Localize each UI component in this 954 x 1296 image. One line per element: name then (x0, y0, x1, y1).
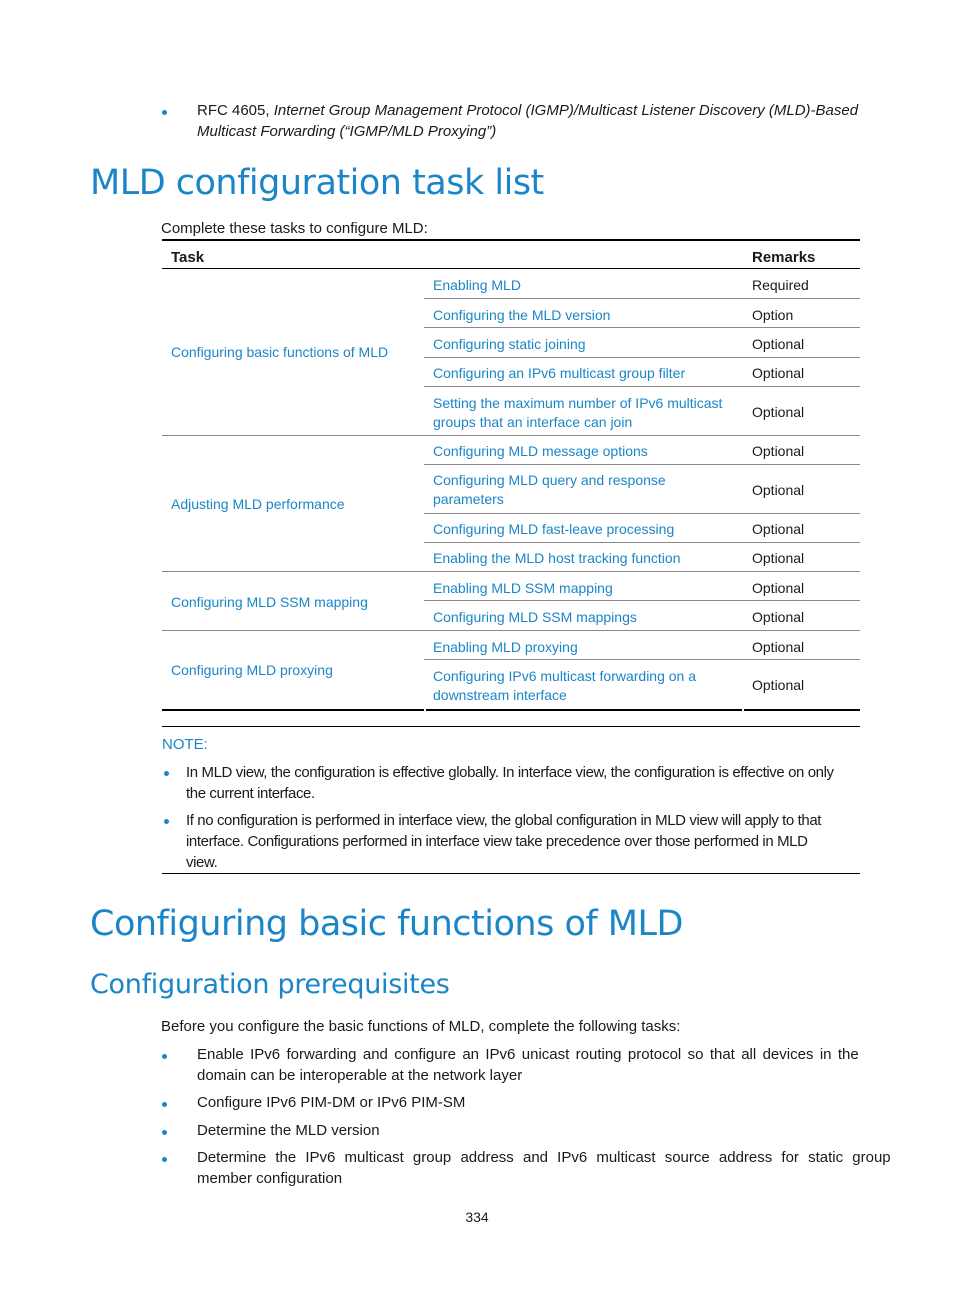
rfc-title-line1: Internet Group Management Protocol (IGMP)/Multicast Listener Discovery (MLD)-Based (273, 102, 859, 119)
task-remark: Optional (752, 336, 805, 352)
task-group-adjusting-performance[interactable]: Adjusting MLD performance (171, 496, 345, 512)
task-remark: Optional (752, 521, 805, 537)
group-rule (162, 630, 860, 631)
table-header-rule (162, 268, 860, 269)
bullet-dot (164, 771, 169, 776)
table-bottom-rule (744, 709, 860, 711)
table-top-rule (162, 239, 860, 241)
task-remark: Optional (752, 482, 805, 498)
task-link[interactable]: Configuring MLD message options (433, 443, 648, 459)
rfc-reference (197, 100, 867, 142)
note-item (186, 810, 866, 873)
row-rule (424, 542, 860, 543)
prerequisite-line: domain can be interoperable at the network layer (197, 1067, 523, 1084)
table-bottom-rule (426, 709, 742, 711)
task-link-line: parameters (433, 491, 504, 507)
bullet-dot (164, 819, 169, 824)
note-label: NOTE: (162, 736, 208, 753)
page-number: 334 (465, 1209, 489, 1225)
prerequisites-intro: Before you configure the basic functions of MLD, complete the following tasks: (161, 1018, 681, 1035)
task-link[interactable] (433, 394, 722, 432)
task-remark: Required (752, 277, 809, 293)
note-item-line: the current interface. (186, 785, 315, 802)
prerequisite-item: Configure IPv6 PIM-DM or IPv6 PIM-SM (197, 1094, 466, 1111)
task-link-line: Setting the maximum number of IPv6 multicast (433, 395, 723, 411)
task-link-line: downstream interface (433, 687, 567, 703)
bullet-dot (162, 110, 167, 115)
note-bottom-rule (162, 873, 860, 874)
task-list-intro: Complete these tasks to configure MLD: (161, 220, 428, 237)
task-group-proxying[interactable]: Configuring MLD proxying (171, 662, 333, 678)
task-remark: Optional (752, 550, 805, 566)
bullet-dot (162, 1157, 167, 1162)
prerequisite-item (197, 1044, 867, 1086)
row-rule (424, 327, 860, 328)
row-rule (424, 659, 860, 660)
row-rule (424, 298, 860, 299)
task-link[interactable]: Configuring MLD fast-leave processing (433, 521, 675, 537)
task-remark: Optional (752, 677, 805, 693)
note-item-line: In MLD view, the configuration is effective globally. In interface view, the configuration is effective on only (186, 764, 834, 781)
task-remark: Optional (752, 365, 805, 381)
task-link-line: Configuring IPv6 multicast forwarding on a (433, 668, 697, 684)
subsection-heading-prerequisites: Configuration prerequisites (90, 969, 450, 1000)
prerequisite-line: Determine the IPv6 multicast group address and IPv6 multicast source address for static group (197, 1149, 891, 1166)
task-group-basic-functions[interactable]: Configuring basic functions of MLD (171, 344, 389, 360)
rfc-title-line2: Multicast Forwarding (“IGMP/MLD Proxying”) (197, 123, 497, 140)
task-link[interactable]: Enabling the MLD host tracking function (433, 550, 681, 566)
note-item-line: interface. Configurations performed in interface view take precedence over those performed in MLD (186, 833, 808, 850)
rfc-prefix: RFC 4605, (197, 102, 274, 119)
note-item-line: If no configuration is performed in interface view, the global configuration in MLD view will apply to that (186, 812, 822, 829)
task-link[interactable]: Configuring the MLD version (433, 307, 611, 323)
task-link[interactable]: Configuring static joining (433, 336, 586, 352)
note-item-line: view. (186, 854, 218, 871)
bullet-dot (162, 1102, 167, 1107)
prerequisite-item (197, 1147, 891, 1189)
bullet-dot (162, 1130, 167, 1135)
task-link[interactable]: Enabling MLD (433, 277, 521, 293)
note-top-rule (162, 726, 860, 727)
group-rule (162, 435, 860, 436)
bullet-dot (162, 1054, 167, 1059)
task-remark: Optional (752, 580, 805, 596)
group-rule (162, 571, 860, 572)
task-remark: Optional (752, 443, 805, 459)
table-header-task: Task (171, 249, 205, 266)
note-item (186, 762, 866, 804)
prerequisite-line: Enable IPv6 forwarding and configure an IPv6 unicast routing protocol so that all devices in the (197, 1046, 859, 1063)
task-link[interactable] (433, 471, 666, 509)
task-link-line: groups that an interface can join (433, 414, 633, 430)
prerequisite-item: Determine the MLD version (197, 1122, 380, 1139)
task-remark: Optional (752, 404, 805, 420)
task-link-line: Configuring MLD query and response (433, 472, 666, 488)
task-group-ssm-mapping[interactable]: Configuring MLD SSM mapping (171, 594, 368, 610)
row-rule (424, 600, 860, 601)
row-rule (424, 357, 860, 358)
row-rule (424, 513, 860, 514)
table-bottom-rule (162, 709, 424, 711)
table-header-remarks: Remarks (752, 249, 816, 266)
task-link[interactable]: Enabling MLD SSM mapping (433, 580, 613, 596)
row-rule (424, 386, 860, 387)
task-remark: Optional (752, 609, 805, 625)
task-link[interactable] (433, 667, 696, 705)
task-remark: Option (752, 307, 794, 323)
task-remark: Optional (752, 639, 805, 655)
task-link[interactable]: Configuring MLD SSM mappings (433, 609, 637, 625)
task-link[interactable]: Configuring an IPv6 multicast group filter (433, 365, 686, 381)
prerequisite-line: member configuration (197, 1170, 343, 1187)
section-heading-basic-functions: Configuring basic functions of MLD (90, 904, 683, 944)
section-heading-task-list: MLD configuration task list (90, 163, 544, 203)
task-link[interactable]: Enabling MLD proxying (433, 639, 578, 655)
row-rule (424, 464, 860, 465)
